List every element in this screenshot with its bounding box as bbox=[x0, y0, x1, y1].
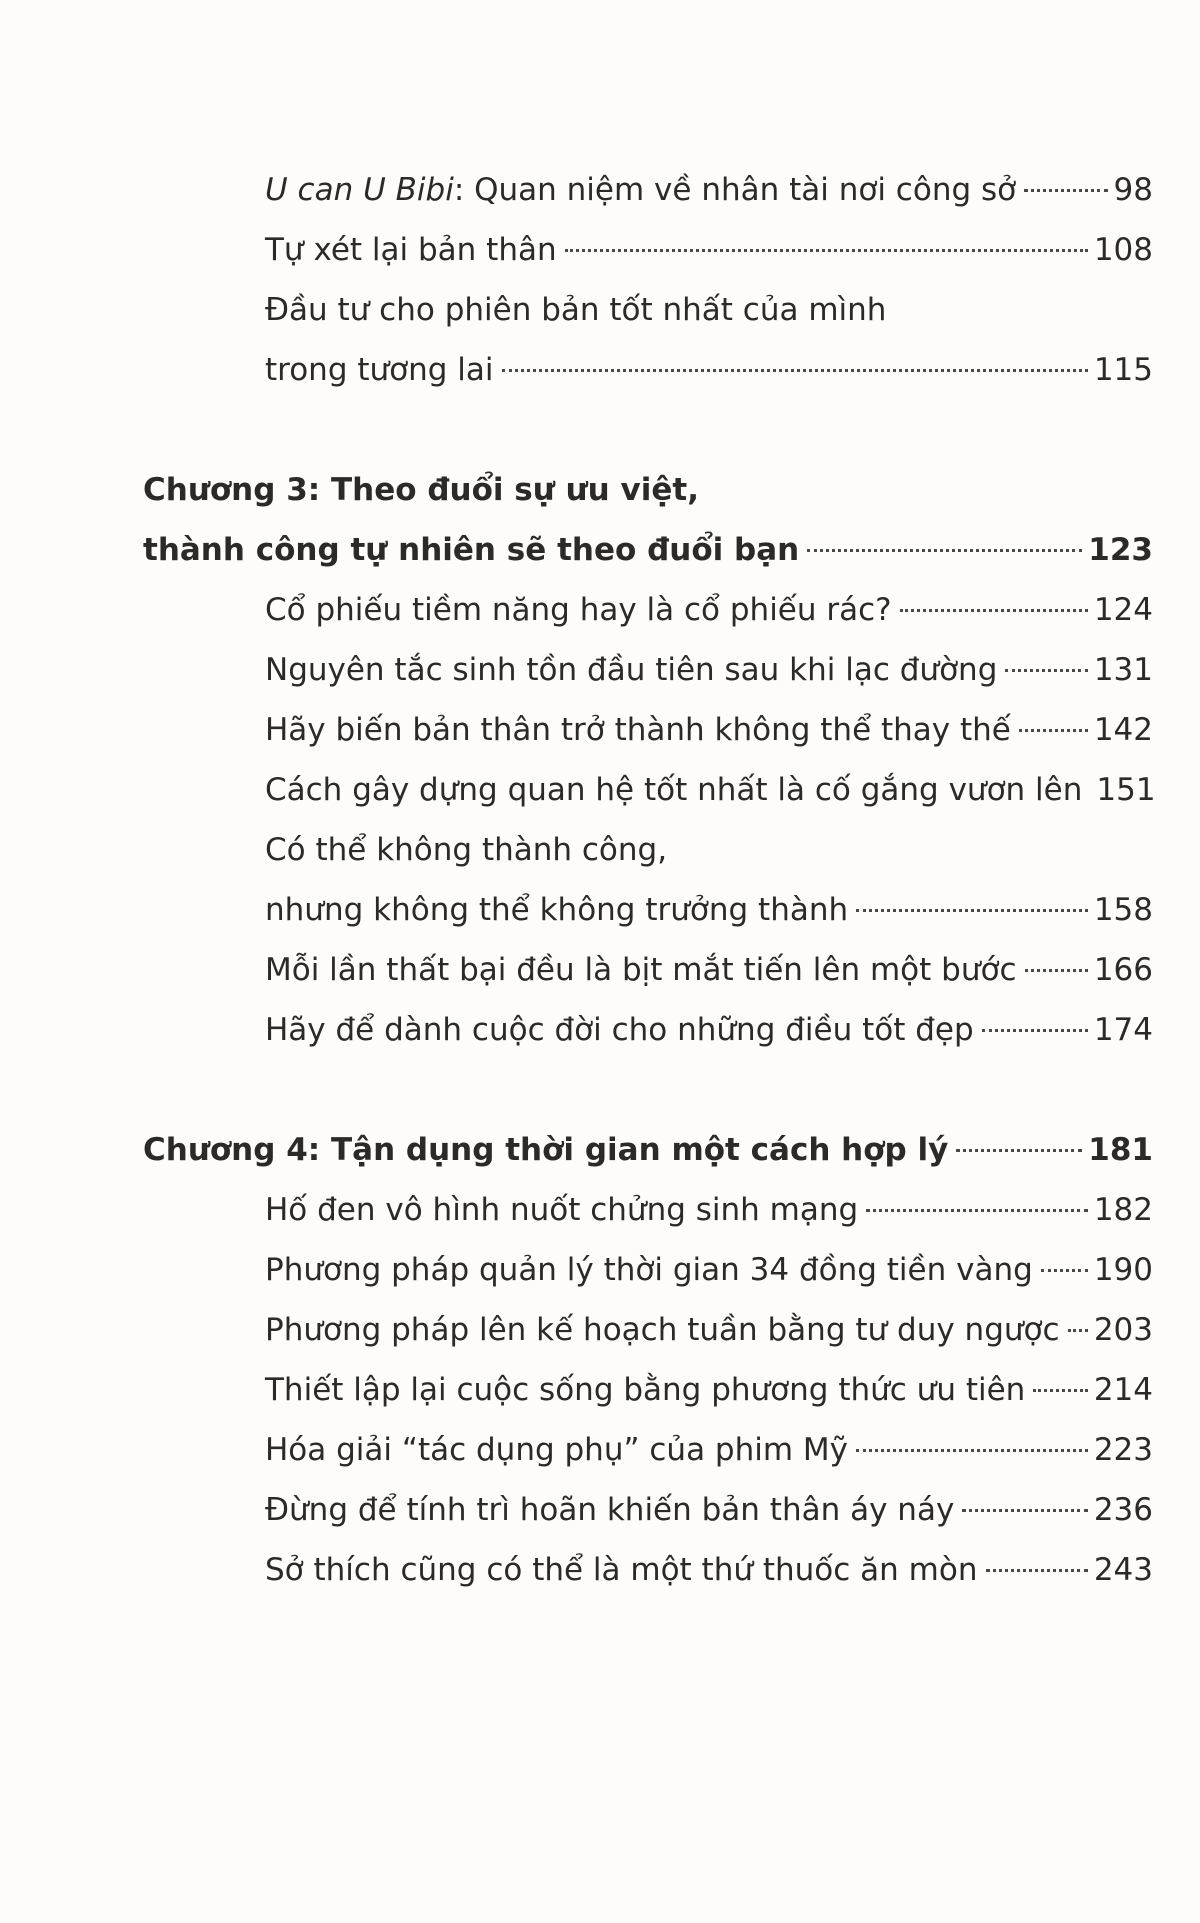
page-number: 131 bbox=[1093, 652, 1153, 688]
toc-entry[interactable] bbox=[265, 345, 1153, 395]
page-number: 115 bbox=[1093, 352, 1153, 388]
entry-title: Mỗi lần thất bại đều là bịt mắt tiến lên một bước bbox=[265, 952, 1017, 988]
chapter-heading[interactable] bbox=[143, 525, 1153, 575]
chapter-title: Chương 3: Theo đuổi sự ưu việt, bbox=[143, 472, 700, 508]
toc-entry[interactable] bbox=[265, 1485, 1153, 1535]
dot-leader bbox=[986, 1569, 1088, 1572]
entry-title: Đầu tư cho phiên bản tốt nhất của mình bbox=[265, 292, 887, 328]
entry-title-italic: U can U Bibi bbox=[265, 172, 454, 208]
page-number: 124 bbox=[1093, 592, 1153, 628]
toc-entry[interactable] bbox=[265, 705, 1153, 755]
entry-title: Cổ phiếu tiềm năng hay là cổ phiếu rác? bbox=[265, 592, 892, 628]
toc-entry[interactable] bbox=[265, 1305, 1153, 1355]
entry-title: Phương pháp lên kế hoạch tuần bằng tư duy ngược bbox=[265, 1312, 1060, 1348]
page-number: 151 bbox=[1096, 772, 1156, 808]
dot-leader bbox=[1041, 1269, 1088, 1272]
chapter-heading[interactable] bbox=[143, 1125, 1153, 1175]
entry-title: Phương pháp quản lý thời gian 34 đồng tiền vàng bbox=[265, 1252, 1033, 1288]
dot-leader bbox=[982, 1029, 1088, 1032]
page-number: 223 bbox=[1093, 1432, 1153, 1468]
toc-entry[interactable] bbox=[265, 225, 1153, 275]
toc-entry[interactable] bbox=[265, 1545, 1153, 1595]
dot-leader bbox=[856, 1449, 1088, 1452]
toc-entry[interactable] bbox=[265, 1365, 1153, 1415]
entry-title: U can U Bibi: Quan niệm về nhân tài nơi công sở bbox=[265, 172, 1017, 208]
page-number: 174 bbox=[1093, 1012, 1153, 1048]
dot-leader bbox=[900, 609, 1088, 612]
dot-leader bbox=[1024, 189, 1107, 192]
dot-leader bbox=[1068, 1329, 1088, 1332]
page-number: 182 bbox=[1093, 1192, 1153, 1228]
dot-leader bbox=[565, 249, 1088, 252]
dot-leader bbox=[807, 549, 1082, 552]
toc-entry[interactable] bbox=[265, 885, 1153, 935]
page-number: 214 bbox=[1093, 1372, 1153, 1408]
entry-title: trong tương lai bbox=[265, 352, 494, 388]
dot-leader bbox=[1019, 729, 1088, 732]
entry-title: Tự xét lại bản thân bbox=[265, 232, 557, 268]
toc-entry[interactable] bbox=[265, 1005, 1153, 1055]
page-number: 243 bbox=[1093, 1552, 1153, 1588]
entry-title: Hóa giải “tác dụng phụ” của phim Mỹ bbox=[265, 1432, 849, 1468]
dot-leader bbox=[962, 1509, 1088, 1512]
chapter-heading[interactable] bbox=[143, 465, 1153, 515]
toc-entry-continued[interactable] bbox=[265, 285, 1153, 335]
dot-leader bbox=[856, 909, 1088, 912]
page-number: 142 bbox=[1093, 712, 1153, 748]
toc-entry[interactable] bbox=[265, 1425, 1153, 1475]
dot-leader bbox=[1033, 1389, 1088, 1392]
dot-leader bbox=[502, 369, 1088, 372]
page-number: 181 bbox=[1088, 1132, 1153, 1168]
entry-title: Sở thích cũng có thể là một thứ thuốc ăn mòn bbox=[265, 1552, 978, 1588]
toc-entry[interactable] bbox=[265, 765, 1156, 815]
dot-leader bbox=[1005, 669, 1087, 672]
entry-title: Nguyên tắc sinh tồn đầu tiên sau khi lạc đường bbox=[265, 652, 998, 688]
page-number: 158 bbox=[1093, 892, 1153, 928]
entry-title: Có thể không thành công, bbox=[265, 832, 668, 868]
toc-entry-continued[interactable] bbox=[265, 825, 1153, 875]
entry-title: Cách gây dựng quan hệ tốt nhất là cố gắng vươn lên bbox=[265, 772, 1083, 808]
entry-title: Đừng để tính trì hoãn khiến bản thân áy náy bbox=[265, 1492, 955, 1528]
dot-leader bbox=[866, 1209, 1088, 1212]
entry-title: nhưng không thể không trưởng thành bbox=[265, 892, 849, 928]
page-number: 190 bbox=[1093, 1252, 1153, 1288]
page-number: 236 bbox=[1093, 1492, 1153, 1528]
toc-entry[interactable] bbox=[265, 165, 1153, 215]
page-number: 203 bbox=[1093, 1312, 1153, 1348]
toc-entry[interactable] bbox=[265, 1185, 1153, 1235]
chapter-title: Chương 4: Tận dụng thời gian một cách hợp lý bbox=[143, 1132, 949, 1168]
toc-entry[interactable] bbox=[265, 945, 1153, 995]
page-number: 98 bbox=[1113, 172, 1153, 208]
chapter-title: thành công tự nhiên sẽ theo đuổi bạn bbox=[143, 532, 800, 568]
page-number: 108 bbox=[1093, 232, 1153, 268]
entry-title: Hố đen vô hình nuốt chửng sinh mạng bbox=[265, 1192, 859, 1228]
entry-title: Hãy để dành cuộc đời cho những điều tốt đẹp bbox=[265, 1012, 974, 1048]
entry-title: Hãy biến bản thân trở thành không thể thay thế bbox=[265, 712, 1011, 748]
toc-entry[interactable] bbox=[265, 585, 1153, 635]
page-number: 123 bbox=[1088, 532, 1153, 568]
page-number: 166 bbox=[1093, 952, 1153, 988]
dot-leader bbox=[956, 1149, 1082, 1152]
entry-title: Thiết lập lại cuộc sống bằng phương thức ưu tiên bbox=[265, 1372, 1026, 1408]
toc-entry[interactable] bbox=[265, 645, 1153, 695]
toc-entry[interactable] bbox=[265, 1245, 1153, 1295]
dot-leader bbox=[1025, 969, 1088, 972]
